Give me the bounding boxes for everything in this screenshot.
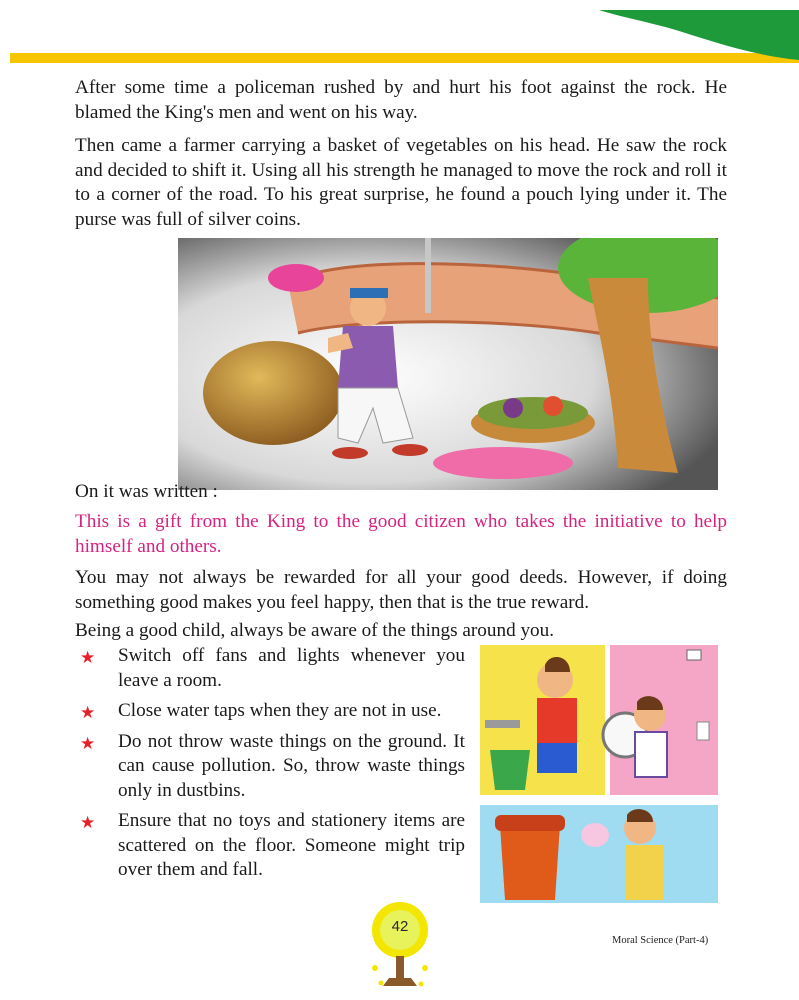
- star-bullet-icon: ★: [80, 813, 96, 833]
- farmer-rock-illustration: [178, 238, 718, 490]
- footer-book-title: Moral Science (Part-4): [612, 935, 709, 946]
- page-number: 42: [391, 918, 409, 935]
- list-item: ★ Close water taps when they are not in use.: [75, 699, 465, 724]
- paragraph-farmer: Then came a farmer carrying a basket of vegetables on his head. He saw the rock and decided to shift it. Using all his strength he managed to move the rock and roll it to a corner of the road. To his great surprise, he found a pouch lying under it. The purse was full of silver coins.: [75, 135, 727, 230]
- paragraph-gift-message: This is a gift from the King to the good citizen who takes the initiative to help himself and others.: [75, 511, 727, 557]
- good-habits-illustration: [475, 640, 723, 908]
- page-number-tree-icon: [363, 898, 443, 998]
- paragraph-written: On it was written :: [75, 481, 218, 502]
- star-bullet-icon: ★: [80, 648, 96, 668]
- star-bullet-icon: ★: [80, 703, 96, 723]
- list-item: ★ Do not throw waste things on the ground. It can cause pollution. So, throw waste things only in dustbins.: [80, 730, 465, 801]
- good-habits-list: [75, 644, 465, 889]
- list-item: ★ Switch off fans and lights whenever you leave a room.: [80, 645, 465, 691]
- header-green-tab: [589, 0, 799, 60]
- star-bullet-icon: ★: [80, 733, 96, 754]
- paragraph-reward: You may not always be rewarded for all your good deeds. However, if doing something good makes you feel happy, then that is the true reward.: [75, 567, 727, 613]
- paragraph-good-child: Being a good child, always be aware of the things around you.: [75, 620, 555, 641]
- paragraph-policeman: After some time a policeman rushed by and hurt his foot against the rock. He blamed the King's men and went on his way.: [75, 77, 727, 123]
- list-item: ★ Ensure that no toys and stationery items are scattered on the floor. Someone might trip over them and fall.: [80, 810, 465, 880]
